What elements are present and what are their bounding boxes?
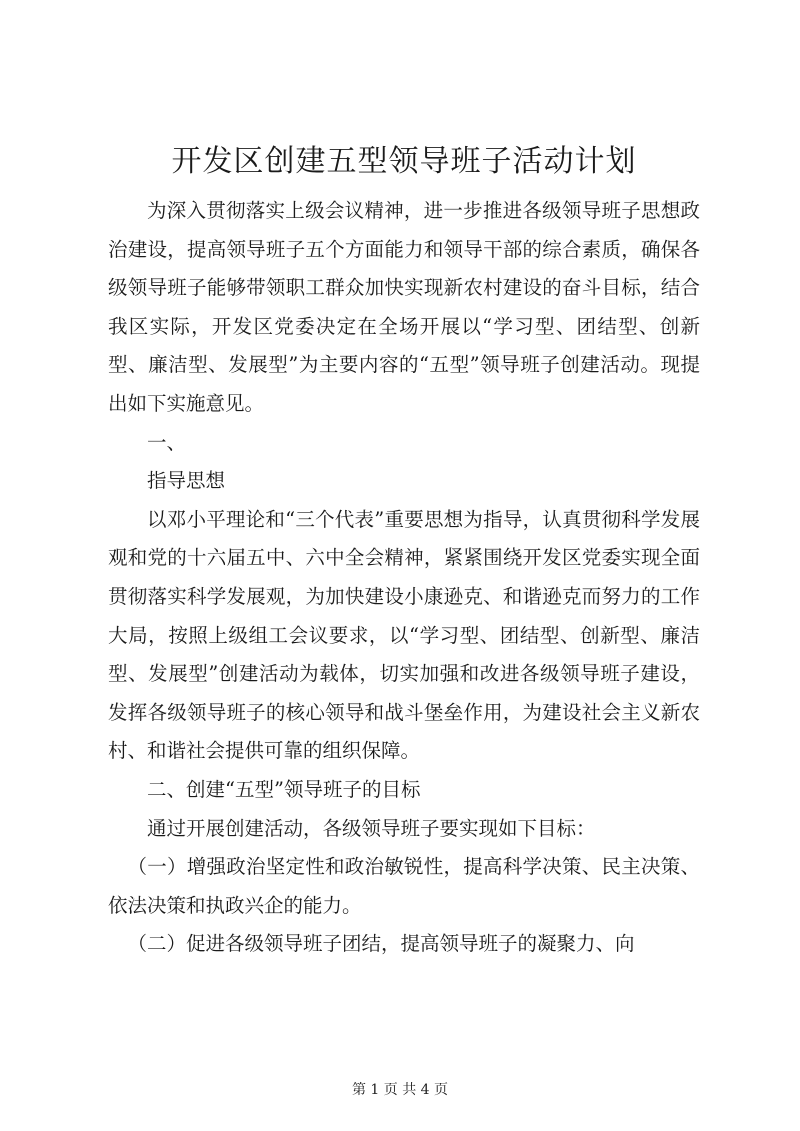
section-heading-guiding-ideology: 指导思想 [147,469,226,493]
goal-item-one: （一）增强政治坚定性和政治敏锐性，提高科学决策、民主决策、依法决策和执政兴企的能力。 [108,855,700,917]
paragraph-intro: 为深入贯彻落实上级会议精神，进一步推进各级领导班子思想政治建设，提高领导班子五个方面能力和领导干部的综合素质，确保各级领导班子能够带领职工群众加快实现新农村建设的奋斗目标，结合我区实际，开发区党委决定在全场开展以“学习型、团结型、创新型、廉洁型、发展型”为主要内容的“五型”领导班子创建活动。现提出如下实施意见。 [108,199,700,415]
paragraph-guiding-ideology: 以邓小平理论和“三个代表”重要思想为指导，认真贯彻科学发展观和党的十六届五中、六中全会精神，紧紧围绕开发区党委实现全面贯彻落实科学发展观，为加快建设小康逊克、和谐逊克而努力的工作大局，按照上级组工会议要求，以“学习型、团结型、创新型、廉洁型、发展型”创建活动为载体，切实加强和改进各级领导班子建设，发挥各级领导班子的核心领导和战斗堡垒作用，为建设社会主义新农村、和谐社会提供可靠的组织保障。 [108,507,700,763]
section-heading-goals: 二、创建“五型”领导班子的目标 [147,777,421,801]
page-footer [0,1080,800,1100]
page-number-label: 第 1 页 共 4 页 [351,1082,449,1098]
document-title: 开发区创建五型领导班子活动计划 [171,144,637,179]
goal-item-two: （二）促进各级领导班子团结，提高领导班子的凝聚力、向 [127,932,635,956]
paragraph-goals-intro: 通过开展创建活动，各级领导班子要实现如下目标： [147,816,596,840]
section-number-one: 一、 [147,430,187,454]
document-page [108,140,700,964]
